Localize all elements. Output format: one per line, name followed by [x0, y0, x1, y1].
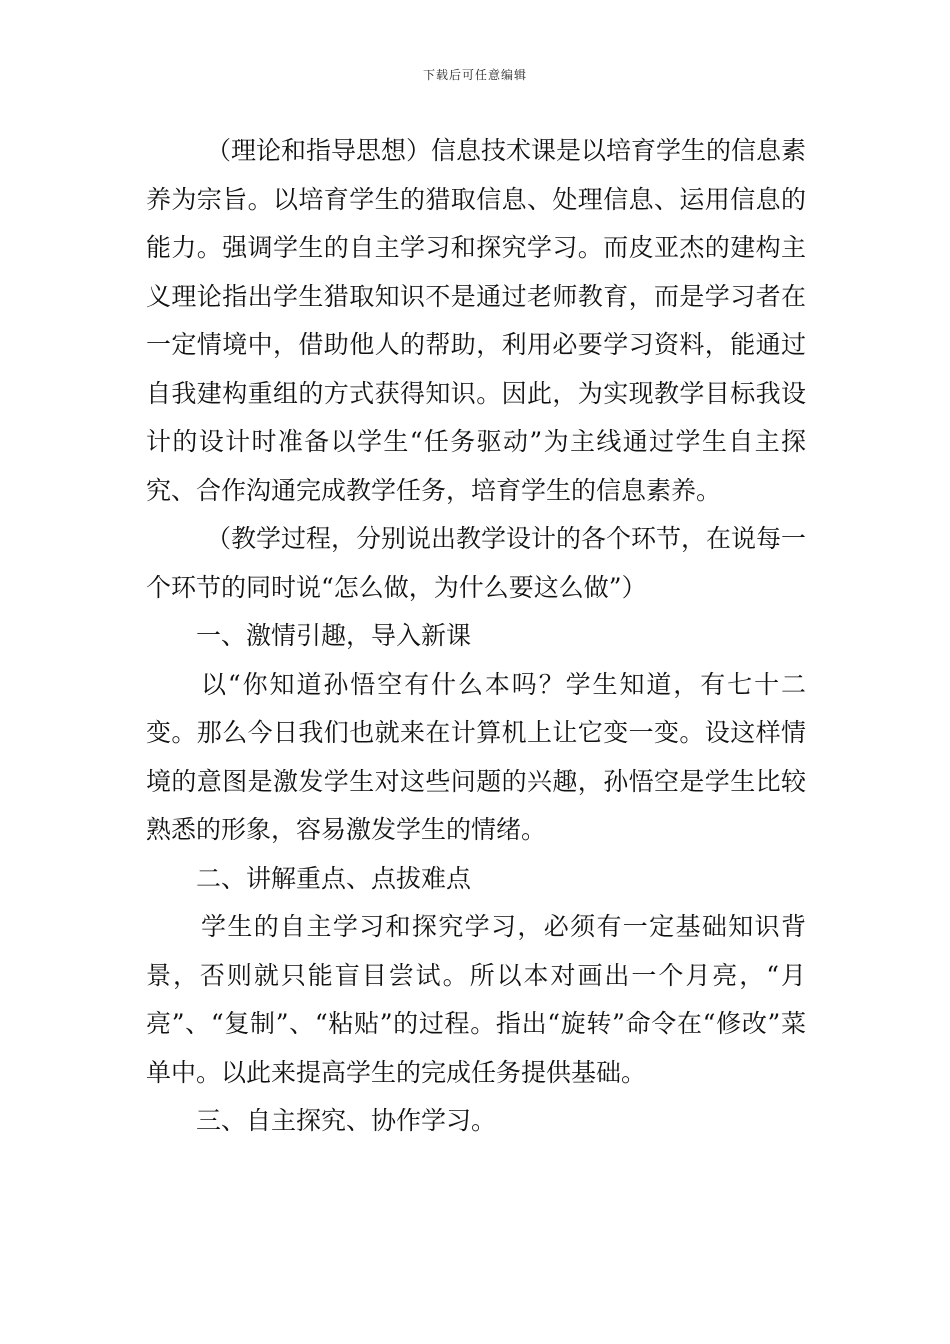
- header-note: 下载后可任意编辑: [422, 68, 527, 82]
- paragraph-theory: （理论和指导思想）信息技术课是以培育学生的信息素养为宗旨。以培育学生的猎取信息、处理信息、运用信息的能力。强调学生的自主学习和探究学习。而皮亚杰的建构主义理论指出学生猎取知识不是通过老师教育，而是学习者在一定情境中，借助他人的帮助，利用必要学习资料，能通过自我建构重组的方式获得知识。因此，为实现教学目标我设计的设计时准备以学生“任务驱动”为主线通过学生自主探究、合作沟通完成教学任务，培育学生的信息素养。: [146, 136, 807, 505]
- paragraph-section-2: 学生的自主学习和探究学习，必须有一定基础知识背景，否则就只能盲目尝试。所以本对画出一个月亮，“月亮”、“复制”、“粘贴”的过程。指出“旋转”命令在“修改”菜单中。以此来提高学生的完成任务提供基础。: [146, 912, 806, 1087]
- section-heading-2: 二、讲解重点、点拔难点: [196, 863, 472, 893]
- section-heading-3: 三、自主探究、协作学习。: [196, 1106, 497, 1135]
- document-body: [146, 127, 806, 1146]
- paragraph-section-1: 以“你知道孙悟空有什么本吗？学生知道，有七十二变。那么今日我们也就来在计算机上让它变一变。设这样情境的意图是激发学生对这些问题的兴趣，孙悟空是学生比较熟悉的形象，容易激发学生的情绪。: [146, 669, 806, 844]
- paragraph-process-note: （教学过程，分别说出教学设计的各个环节，在说每一个环节的同时说“怎么做，为什么要这么做”）: [146, 524, 807, 602]
- section-heading-1: 一、激情引趣，导入新课: [196, 621, 472, 650]
